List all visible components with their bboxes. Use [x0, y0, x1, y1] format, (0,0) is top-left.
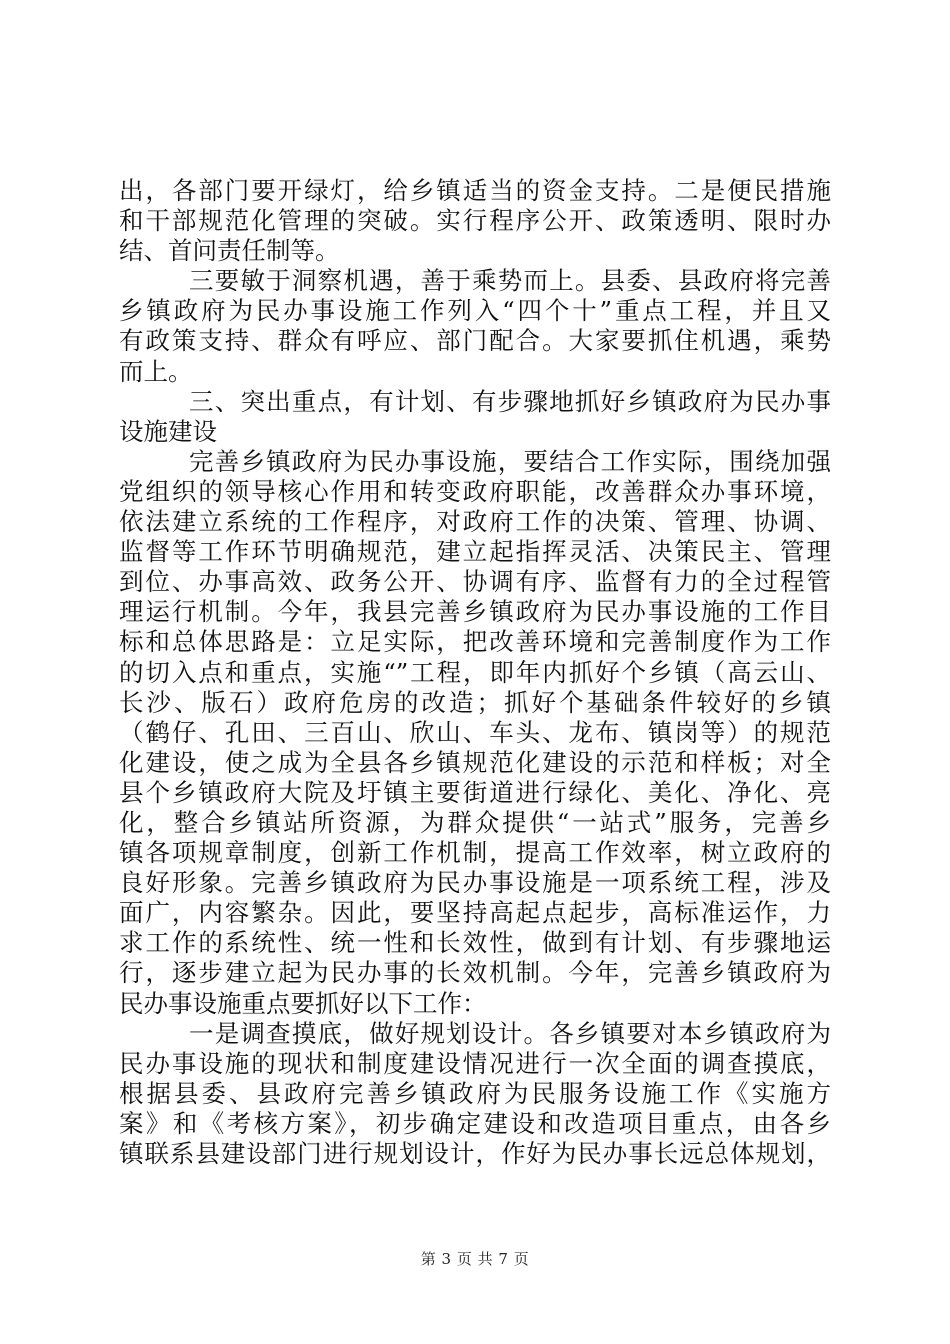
text-line: 理运行机制。今年，我县完善乡镇政府为民办事设施的工作目: [119, 597, 831, 627]
text-line: （鹤仔、孔田、三百山、欣山、车头、龙布、镇岗等）的规范: [119, 717, 831, 747]
text-line: 的切入点和重点，实施“”工程，即年内抓好个乡镇（高云山、: [119, 657, 831, 687]
text-line: 面广，内容繁杂。因此，要坚持高起点起步，高标准运作，力: [119, 898, 831, 928]
document-body: [119, 176, 831, 1169]
text-line: 镇各项规章制度，创新工作机制，提高工作效率，树立政府的: [119, 838, 831, 868]
text-line: 长沙、版石）政府危房的改造；抓好个基础条件较好的乡镇: [119, 687, 831, 717]
text-line: 设施建设: [119, 416, 217, 446]
text-line: 出，各部门要开绿灯，给乡镇适当的资金支持。二是便民措施: [119, 176, 831, 205]
text-line: 镇联系县建设部门进行规划设计，作好为民办事长远总体规划，: [119, 1139, 831, 1168]
text-line: 乡镇政府为民办事设施工作列入“四个十”重点工程，并且又: [119, 296, 831, 326]
text-line: 而上。: [119, 356, 193, 386]
text-line: 根据县委、县政府完善乡镇政府为民服务设施工作《实施方: [119, 1078, 831, 1108]
text-line: 三要敏于洞察机遇，善于乘势而上。县委、县政府将完善: [189, 266, 831, 296]
text-line: 化建设，使之成为全县各乡镇规范化建设的示范和样板；对全: [119, 747, 831, 777]
text-line: 党组织的领导核心作用和转变政府职能，改善群众办事环境，: [119, 476, 831, 506]
text-line: 结、首问责任制等。: [119, 236, 340, 266]
page-footer: 第 3 页 共 7 页: [420, 1250, 530, 1268]
text-line: 县个乡镇政府大院及圩镇主要街道进行绿化、美化、净化、亮: [119, 777, 831, 807]
text-line: 良好形象。完善乡镇政府为民办事设施是一项系统工程，涉及: [119, 868, 831, 898]
text-line: 依法建立系统的工作程序，对政府工作的决策、管理、协调、: [119, 507, 831, 537]
text-line: 案》和《考核方案》，初步确定建设和改造项目重点，由各乡: [119, 1108, 831, 1138]
text-line: 化，整合乡镇站所资源，为群众提供“一站式”服务，完善乡: [119, 807, 831, 837]
text-line: 有政策支持、群众有呼应、部门配合。大家要抓住机遇，乘势: [119, 326, 831, 356]
text-line: 完善乡镇政府为民办事设施，要结合工作实际，围绕加强: [189, 446, 831, 476]
text-line: 一是调查摸底，做好规划设计。各乡镇要对本乡镇政府为: [189, 1018, 831, 1048]
text-line: 民办事设施的现状和制度建设情况进行一次全面的调查摸底，: [119, 1048, 831, 1078]
text-line: 行，逐步建立起为民办事的长效机制。今年，完善乡镇政府为: [119, 958, 831, 988]
text-line: 监督等工作环节明确规范，建立起指挥灵活、决策民主、管理: [119, 537, 831, 567]
text-line: 到位、办事高效、政务公开、协调有序、监督有力的全过程管: [119, 567, 831, 597]
text-line: 和干部规范化管理的突破。实行程序公开、政策透明、限时办: [119, 206, 831, 236]
text-line: 求工作的系统性、统一性和长效性，做到有计划、有步骤地运: [119, 928, 831, 958]
text-line: 民办事设施重点要抓好以下工作：: [119, 988, 487, 1018]
text-line: 标和总体思路是：立足实际，把改善环境和完善制度作为工作: [119, 627, 831, 657]
text-line: 三、突出重点，有计划、有步骤地抓好乡镇政府为民办事: [189, 386, 831, 416]
